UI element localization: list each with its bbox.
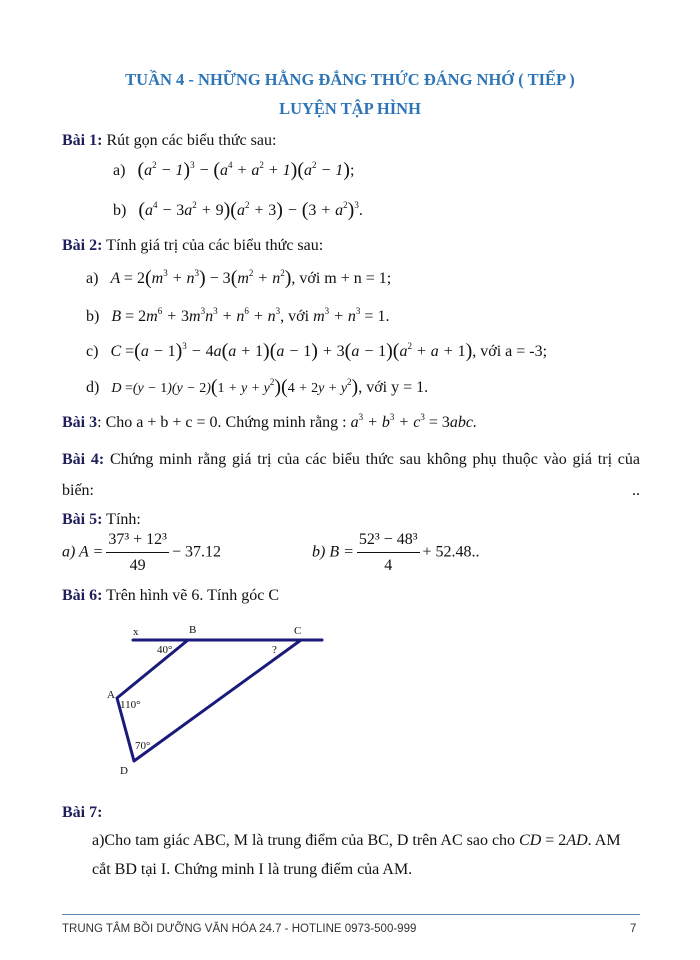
numerator: 37³ + 12³ (106, 530, 169, 553)
problem-prompt: Trên hình vẽ 6. Tính góc C (102, 587, 280, 604)
point-label-c: C (294, 625, 302, 637)
problem-text: a)Cho tam giác ABC, M là trung điểm của BC, D trên AC sao cho (92, 832, 520, 849)
item-label: b) (113, 202, 127, 219)
angle-label-a: 110° (120, 699, 141, 711)
point-label-x: x (133, 626, 139, 638)
problem-label: Bài 1: (62, 132, 103, 149)
problem-label: Bài 2: (62, 237, 103, 254)
page-title: TUẦN 4 - NHỮNG HẰNG ĐẲNG THỨC ĐÁNG NHỚ ( TIẾP ) (125, 70, 575, 89)
math-expression: $D =(y - 1)(y - 2)(1 + y + y^2)(4 + 2y + y^2)$ (111, 376, 359, 398)
point-label-d: D (120, 765, 128, 777)
problem-text: cắt BD tại I. Chứng minh I là trung điểm của AM. (92, 861, 413, 878)
math-expression: $C =(a - 1)^3 - 4a(a + 1)(a - 1) + 3(a - 1)(a^2 + a + 1)$ (110, 340, 473, 362)
item-label: a) (86, 270, 99, 287)
condition-expression: $m^3 + n^3 = 1$. (313, 306, 390, 325)
denominator: 49 (129, 557, 146, 574)
problem-7a-line2 (92, 860, 412, 880)
math-expression: CD = 2AD (519, 832, 588, 849)
math-expression: $A = 2(m^3 + n^3) - 3(m^2 + n^2)$ (110, 267, 292, 289)
problem-7-heading (62, 803, 102, 823)
footer-text: TRUNG TÂM BỒI DƯỠNG VĂN HÓA 24.7 - HOTLINE 0973-500-999 (62, 923, 417, 935)
math-expression: $(a^2 - 1)^3 - (a^4 + a^2 + 1)(a^2 - 1)$; (137, 159, 355, 181)
problem-prompt: Rút gọn các biểu thức sau: (102, 132, 277, 149)
math-expression: $(a^4 - 3a^2 + 9)(a^2 + 3) - (3 + a^2)^3$. (138, 199, 363, 221)
math-expression: $a^3 + b^3 + c^3 = 3abc$. (350, 412, 477, 431)
condition-prefix: , với (280, 308, 314, 325)
item-label: d) (86, 379, 100, 396)
item-label: c) (86, 343, 99, 360)
problem-label: Bài 5: (62, 511, 103, 528)
angle-label-b: 40° (157, 644, 173, 656)
footer-divider (62, 914, 640, 915)
condition-text: , với y = 1. (358, 379, 429, 396)
problem-label: Bài 7: (62, 804, 103, 821)
item-suffix: + 52.48.. (422, 543, 480, 561)
problem-prompt: Tính giá trị của các biểu thức sau: (102, 237, 324, 254)
problem-7a-line1 (92, 831, 621, 851)
page-subtitle: LUYỆN TẬP HÌNH (279, 99, 421, 118)
denominator: 4 (384, 557, 393, 574)
condition-text: , với m + n = 1; (291, 270, 392, 287)
problem-prompt: Chứng minh rằng giá trị của các biểu thức sau không phụ thuộc vào giá trị của biến: .. (62, 451, 640, 499)
angle-label-d: 70° (135, 740, 151, 752)
item-suffix: − 37.12 (171, 543, 221, 561)
angle-label-c: ? (272, 644, 277, 656)
problem-label: Bài 6: (62, 587, 103, 604)
problem-label: Bài 4: (62, 451, 105, 468)
condition-text: , với a = -3; (472, 343, 548, 360)
item-prefix: b) B = (312, 543, 354, 561)
item-label: b) (86, 308, 100, 325)
point-label-a: A (107, 689, 115, 701)
item-label: a) (113, 162, 126, 179)
problem-label: Bài 3 (62, 414, 98, 431)
numerator: 52³ − 48³ (357, 530, 420, 553)
item-prefix: a) A = (62, 543, 104, 561)
problem-prompt: : Cho a + b + c = 0. Chứng minh rằng : (97, 414, 351, 431)
problem-prompt: Tính: (102, 511, 141, 528)
math-expression: $B = 2m^6 + 3m^3n^3 + n^6 + n^3$ (111, 306, 281, 325)
page-number: 7 (630, 923, 637, 935)
point-label-b: B (189, 624, 197, 636)
problem-text: . AM (587, 832, 621, 849)
